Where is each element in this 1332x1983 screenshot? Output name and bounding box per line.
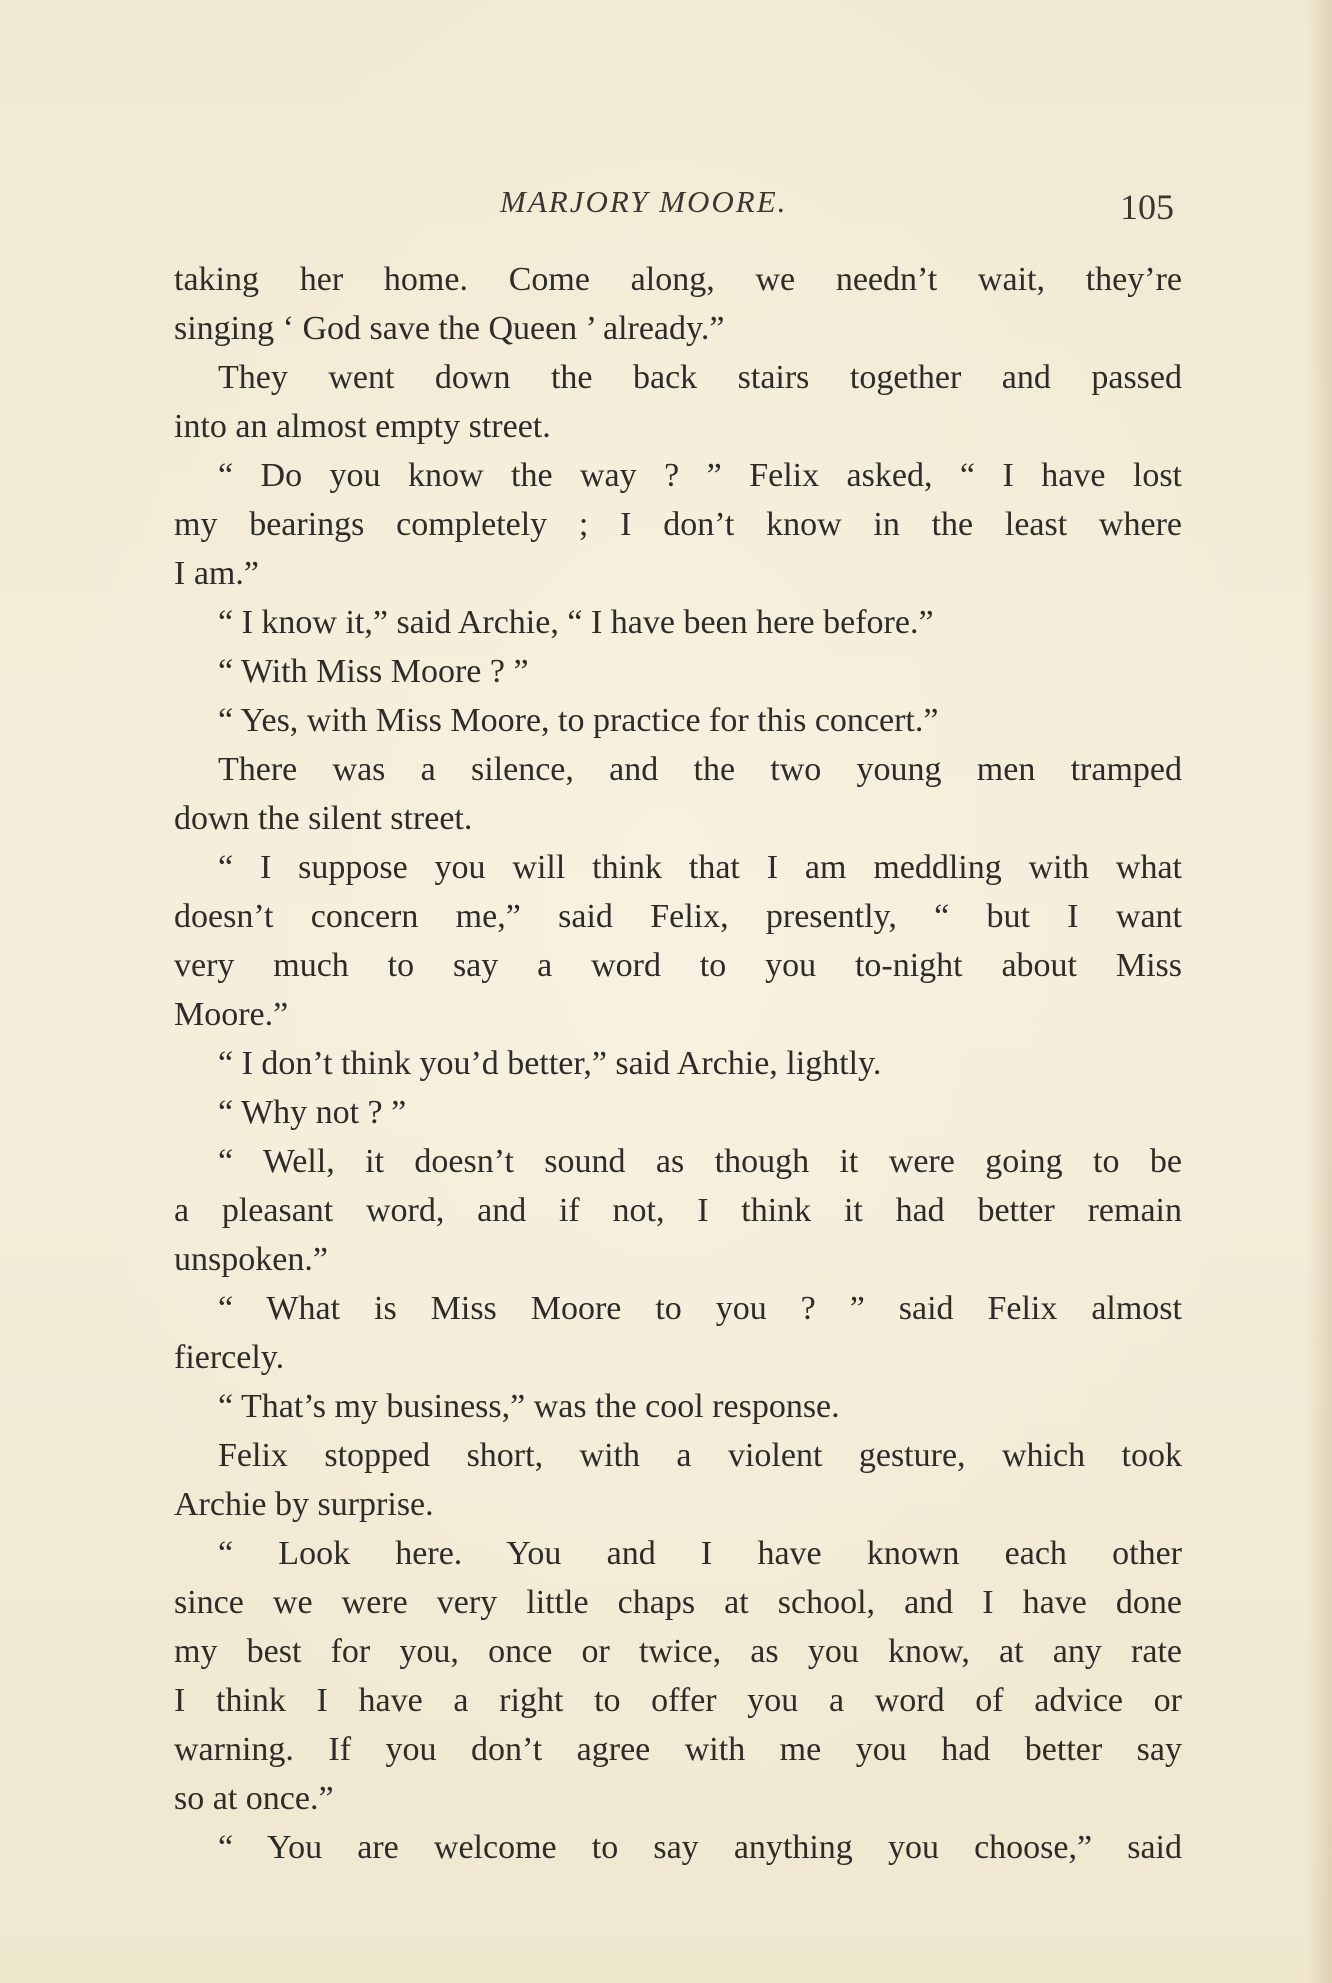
text-line: warning. If you don’t agree with me you had better say — [174, 1731, 1182, 1768]
text-line: “ What is Miss Moore to you ? ” said Felix almost — [218, 1290, 1182, 1327]
text-line: “ Well, it doesn’t sound as though it were going to be — [218, 1143, 1182, 1180]
text-line: doesn’t concern me,” said Felix, presently, “ but I want — [174, 898, 1182, 935]
text-line: “ Yes, with Miss Moore, to practice for this concert.” — [218, 702, 939, 739]
text-line: since we were very little chaps at school, and I have done — [174, 1584, 1182, 1621]
running-title: MARJORY MOORE. — [500, 184, 788, 219]
text-line: Moore.” — [174, 996, 289, 1033]
text-line: my best for you, once or twice, as you know, at any rate — [174, 1633, 1182, 1670]
text-line: There was a silence, and the two young men tramped — [218, 751, 1182, 788]
text-line: Felix stopped short, with a violent gesture, which took — [218, 1437, 1182, 1474]
text-line: down the silent street. — [174, 800, 473, 837]
text-line: into an almost empty street. — [174, 408, 551, 445]
text-line: a pleasant word, and if not, I think it had better remain — [174, 1192, 1182, 1229]
text-line: I think I have a right to offer you a word of advice or — [174, 1682, 1182, 1719]
text-line: “ With Miss Moore ? ” — [218, 653, 529, 690]
text-line: “ I know it,” said Archie, “ I have been here before.” — [218, 604, 934, 641]
text-line: unspoken.” — [174, 1241, 328, 1278]
text-line: fiercely. — [174, 1339, 285, 1376]
text-line: taking her home. Come along, we needn’t wait, they’re — [174, 261, 1182, 298]
text-line: “ Why not ? ” — [218, 1094, 407, 1131]
text-line: very much to say a word to you to-night about Miss — [174, 947, 1182, 984]
body-text — [174, 255, 1182, 1872]
text-line: Archie by surprise. — [174, 1486, 434, 1523]
text-line: so at once.” — [174, 1780, 334, 1817]
text-line: “ Do you know the way ? ” Felix asked, “ I have lost — [218, 457, 1182, 494]
text-line: singing ‘ God save the Queen ’ already.” — [174, 310, 725, 347]
page-edge-shadow — [1306, 0, 1332, 1983]
text-line: “ That’s my business,” was the cool response. — [218, 1388, 840, 1425]
text-line: “ Look here. You and I have known each other — [218, 1535, 1182, 1572]
text-line: They went down the back stairs together and passed — [218, 359, 1182, 396]
text-line: “ You are welcome to say anything you choose,” said — [218, 1829, 1182, 1866]
text-line: “ I don’t think you’d better,” said Archie, lightly. — [218, 1045, 882, 1082]
text-line: “ I suppose you will think that I am meddling with what — [218, 849, 1182, 886]
text-line: I am.” — [174, 555, 259, 592]
text-line: my bearings completely ; I don’t know in the least where — [174, 506, 1182, 543]
page-number: 105 — [1120, 187, 1174, 227]
